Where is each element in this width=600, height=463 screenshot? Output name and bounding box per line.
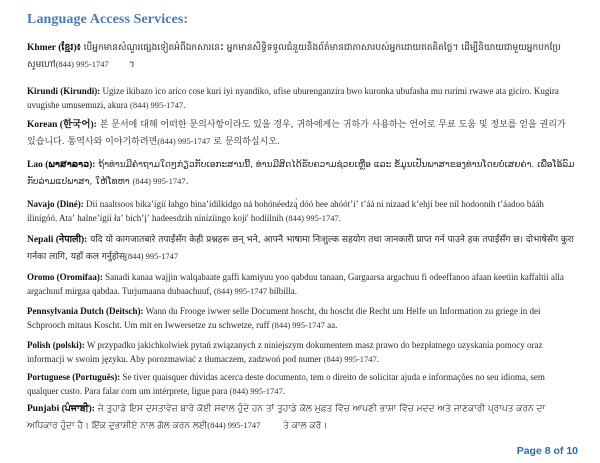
page-number: Page 8 of 10 [516, 445, 578, 457]
language-name: Khmer (ខ្មែរ)៖ [27, 43, 81, 53]
language-entry-navajo [27, 197, 575, 225]
language-name: Navajo (Diné): [27, 199, 84, 209]
language-text: Wann du Frooge iwwer selle Document hoscht, du hoscht die Recht um Helfe un Information zu griege in dei Schprooch mitaus Koscht. Um mit en Iwwersetze zu schwetze, ruff [27, 306, 541, 330]
language-name: Pennsylvania Dutch (Deitsch): [27, 306, 144, 316]
phone-number: (844) 995-1747 [285, 213, 339, 223]
language-text: បើអ្នកមានសំណួរផ្សេងទៀតអំពីឯកសារនេះ អ្នកមានសិទ្ធិទទួលជំនួយនិងព័ត៌មានជាភាសារបស់អ្នកដោយឥតគិតថ្លៃ។ ដើម្បីនិយាយជាមួយអ្នកបកប្រែ សូមហៅ [27, 43, 561, 70]
language-entry-portuguese [27, 370, 575, 398]
language-entry-polish [27, 338, 575, 366]
page-title: Language Access Services: [27, 12, 189, 27]
language-entry-nepali [27, 232, 575, 265]
language-text-suffix: . [183, 100, 186, 110]
language-text: W przypadku jakichkolwiek pytań związanych z niniejszym dokumentem masz prawo do bezpłatnego uzyskania pomocy oraz informacji w swoim języku. Aby porozmawiać z tłumaczem, zadzwoń pod numer [27, 340, 543, 364]
language-text-suffix: . [185, 177, 189, 187]
phone-number: (844) 995-1747 [229, 386, 283, 396]
language-name: Nepali (नेपाली): [27, 235, 88, 245]
language-entry-pennsylvania-dutch [27, 304, 575, 332]
phone-number: (844) 995-1747 [157, 136, 211, 146]
phone-number: (844) 995-1747 [125, 251, 179, 261]
phone-number: (844) 995-1747 [132, 176, 186, 186]
language-text-suffix: 로 문의하십시오. [210, 137, 280, 147]
language-name: Lao (ພາສາລາວ): [27, 160, 96, 170]
language-entry-kirundi [27, 84, 575, 112]
language-text: Sanadi kanaa wajjin walqabaate gaffi kamiyuu yoo qabduu tanaan, Gargaarsa argachuu fi odeeffanoo afaan keetiin kaffaltii alla argachuuf mirgaa qabdaa. Turjumaana dubaachuuf, [27, 272, 564, 296]
language-text: Ugize ikibazo ico arico cose kuri iyi nyandiko, ufise uburenganzira bwo kuronka ubufasha mu rurimi rwawe ata giciro. Kugira uvugishe umusemuzi, akura [27, 86, 559, 110]
language-text: ຖ້າທ່ານມີຄຳຖາມໃດໆກ່ຽວກັບເອກະສານນີ້, ທ່ານມີສິດໄດ້ຮັບຄວາມຊ່ວຍເຫຼືອ ແລະ ຂໍ້ມູນເປັນພາສາຂອງທ່ານໂດຍບໍ່ເສຍຄ່າ. ເພື່ອໂອ້ລົມກັບລ່າມແປພາສາ, ໃຫ້ໂທຫາ [27, 160, 575, 187]
language-text: 본 문서에 대해 어떠한 문의사항이라도 있을 경우, 귀하에게는 귀하가 사용하는 언어로 무료 도움 및 정보를 얻을 권리가 있습니다. 통역사와 이야기하려면 [27, 120, 566, 147]
phone-number: (844) 995-1747 [129, 100, 184, 110]
language-text: ਜੇ ਤੁਹਾਡੇ ਇਸ ਦਸਤਾਵੇਜ਼ ਬਾਰੇ ਕੋਈ ਸਵਾਲ ਹੁੰਦੇ ਹਨ ਤਾਂ ਤੁਹਾਡੇ ਕੋਲ ਮੁਫ਼ਤ ਵਿੱਚ ਆਪਣੀ ਭਾਸ਼ਾ ਵਿੱਚ ਮਦਦ ਅਤੇ ਜਾਣਕਾਰੀ ਪ੍ਰਾਪਤ ਕਰਨ ਦਾ ਅਧਿਕਾਰ ਹੁੰਦਾ ਹੈ। ਇੱਕ ਦੁਭਾਸ਼ੀਏ ਨਾਲ ਗੱਲ ਕਰਨ ਲਈ [27, 404, 545, 431]
language-text-suffix: ។ [108, 60, 135, 70]
language-entry-oromo [27, 270, 575, 298]
language-text: Díí naaltsoos bikaʼígíí łahgo binaʼídílkidgo ná bohónéedzą́ dóó bee ahóótʼiʼ tʼáá ni nizaad kʼehjí bee níl hodoonih tʼáadoo bááh ílínígóó. Ataʼ halneʼígíí łaʼ bichʼįʼ hadeesdzih níníziingo koji' hodíílnih [27, 199, 544, 223]
language-name: Polish (polski): [27, 340, 85, 350]
phone-number: (844) 995-1747 [271, 320, 325, 330]
language-text-suffix: . [376, 354, 380, 364]
language-text-suffix: . [338, 213, 341, 223]
language-name: Oromo (Oromifaa): [27, 272, 103, 282]
phone-number: (844) 995-1747 [55, 59, 109, 69]
language-name: Punjabi (ਪੰਜਾਬੀ): [27, 404, 95, 414]
language-name: Kirundi (Kirundi): [27, 86, 101, 96]
language-entry-khmer [27, 40, 575, 73]
language-name: Korean (한국어): [27, 120, 97, 130]
language-text-suffix: ਤੇ ਕਾਲ ਕਰੋ। [260, 421, 328, 431]
phone-number: (844) 995-1747 [207, 420, 261, 430]
language-text: यदि यो कागजातबारे तपाईंसँग केही प्रश्नहरू छन् भने, आफ्नै भाषामा निःशुल्क सहयोग तथा जानकारी प्राप्त गर्न पाउने हक तपाईंसँग छ। दोभाषेसँग कुरा गर्नका लागि, यहाँ कल गर्नुहोस् [27, 235, 574, 262]
phone-number: (844) 995-1747 [323, 354, 377, 364]
language-text-suffix: bilbilla. [266, 286, 297, 296]
phone-number: (844) 995-1747 [213, 286, 267, 296]
language-entry-punjabi [27, 401, 575, 434]
language-entry-korean [27, 117, 575, 150]
language-text: Se tiver quaisquer dúvidas acerca deste documento, tem o direito de solicitar ajuda e informações no seu idioma, sem qualquer custo. Para falar com um intérprete, ligue para [27, 372, 545, 396]
language-text-suffix: . [282, 386, 286, 396]
language-text-suffix: aa. [324, 320, 338, 330]
language-entry-lao [27, 157, 575, 190]
language-name: Portuguese (Português): [27, 372, 121, 382]
